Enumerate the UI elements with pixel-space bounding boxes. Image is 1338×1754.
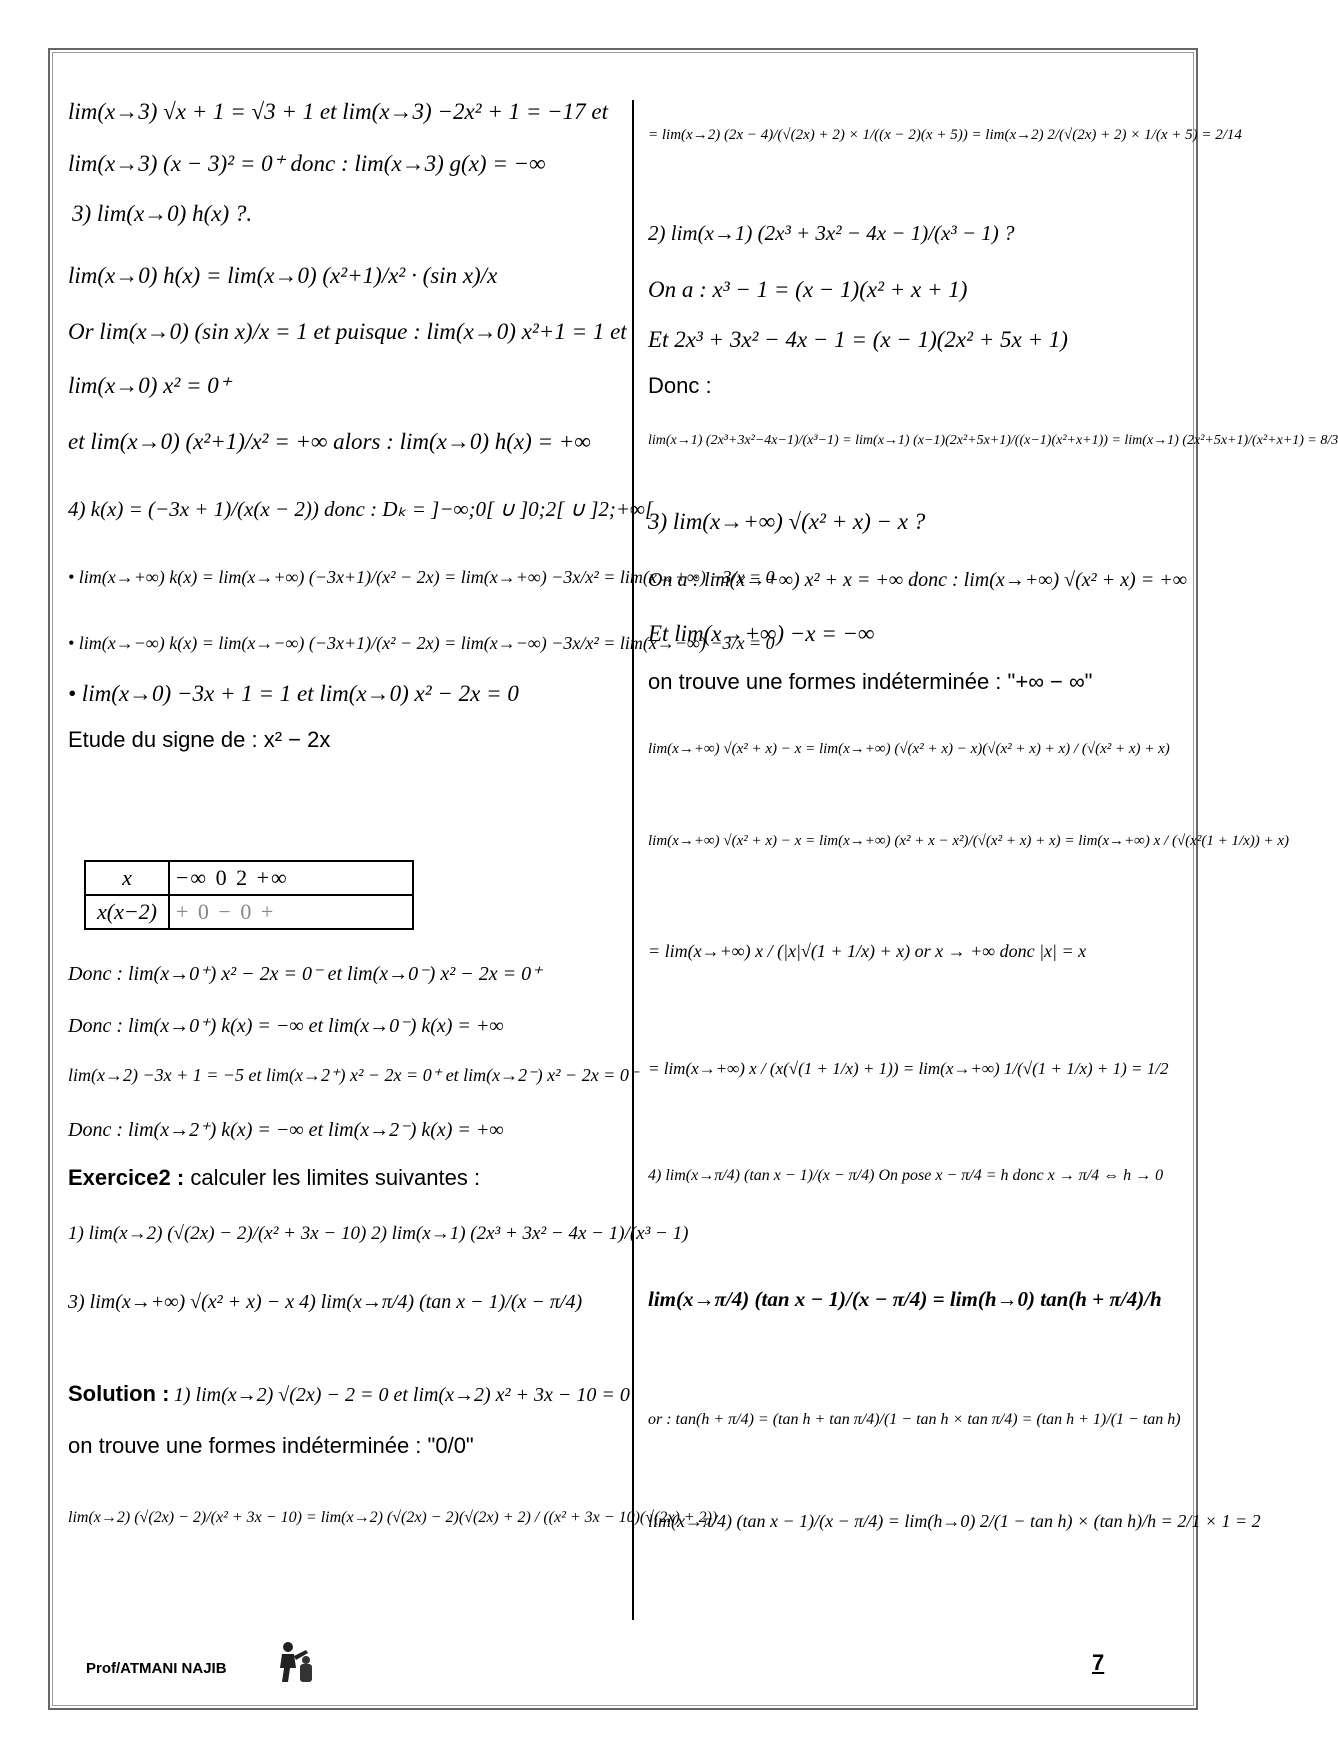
right-line-12: lim(x→+∞) √(x² + x) − x = lim(x→+∞) (x² + x − x²)/(√(x² + x) + x) = lim(x→+∞) x / (√(x²(1 + 1/x)) + x): [648, 833, 1290, 849]
right-line-14: = lim(x→+∞) x / (x(√(1 + 1/x) + 1)) = lim(x→+∞) 1/(√(1 + 1/x) + 1) = 1/2: [648, 1059, 1169, 1078]
right-line-16: lim(x→π/4) (tan x − 1)/(x − π/4) = lim(h→0) tan(h + π/4)/h: [648, 1287, 1162, 1311]
right-line-8: On a : lim(x→+∞) x² + x = +∞ donc : lim(x→+∞) √(x² + x) = +∞: [648, 569, 1187, 591]
exercise-items-1: 1) lim(x→2) (√(2x) − 2)/(x² + 3x − 10) 2) lim(x→1) (2x³ + 3x² − 4x − 1)/(x³ − 1): [68, 1223, 689, 1244]
page-number: 7: [1092, 1650, 1105, 1675]
exercise-heading: [68, 1164, 480, 1192]
sign-table: [84, 860, 414, 930]
right-line-3: On a : x³ − 1 = (x − 1)(x² + x + 1): [648, 277, 968, 302]
sign-table-header-row: [85, 861, 413, 895]
column-divider: [632, 100, 634, 1620]
right-line-11: lim(x→+∞) √(x² + x) − x = lim(x→+∞) (√(x² + x) − x)(√(x² + x) + x) / (√(x² + x) + x): [648, 741, 1170, 757]
left-line-3: 3) lim(x→0) h(x) ?.: [72, 201, 253, 226]
left-line-5: Or lim(x→0) (sin x)/x = 1 et puisque : lim(x→0) x²+1 = 1 et: [68, 319, 627, 344]
left-line-14: Donc : lim(x→0⁺) k(x) = −∞ et lim(x→0⁻) k(x) = +∞: [68, 1015, 504, 1037]
exercise-items-2: 3) lim(x→+∞) √(x² + x) − x 4) lim(x→π/4) (tan x − 1)/(x − π/4): [68, 1291, 583, 1313]
solution-line-1: 1) lim(x→2) √(2x) − 2 = 0 et lim(x→2) x² + 3x − 10 = 0: [173, 1384, 630, 1406]
right-line-4: Et 2x³ + 3x² − 4x − 1 = (x − 1)(2x² + 5x + 1): [648, 327, 1068, 352]
exercise-label: Exercice2 :: [68, 1165, 185, 1190]
left-line-10: • lim(x→−∞) k(x) = lim(x→−∞) (−3x+1)/(x² − 2x) = lim(x→−∞) −3x/x² = lim(x→−∞) −3/x = 0: [68, 633, 775, 653]
right-line-15: 4) lim(x→π/4) (tan x − 1)/(x − π/4) On pose x − π/4 = h donc x → π/4 ⇔ h → 0: [648, 1167, 1164, 1184]
left-line-12: Etude du signe de : x² − 2x: [68, 727, 331, 752]
left-line-4: lim(x→0) h(x) = lim(x→0) (x²+1)/x² · (sin x)/x: [68, 263, 498, 288]
left-line-11: • lim(x→0) −3x + 1 = 1 et lim(x→0) x² − 2x = 0: [68, 681, 519, 706]
left-line-16: Donc : lim(x→2⁺) k(x) = −∞ et lim(x→2⁻) k(x) = +∞: [68, 1119, 504, 1141]
solution-label: Solution :: [68, 1381, 170, 1406]
right-line-1: = lim(x→2) (2x − 4)/(√(2x) + 2) × 1/((x − 2)(x + 5)) = lim(x→2) 2/(√(2x) + 2) × 1/(x + 5) = 2/14: [648, 127, 1242, 143]
left-line-6: lim(x→0) x² = 0⁺: [68, 373, 231, 398]
left-line-15: lim(x→2) −3x + 1 = −5 et lim(x→2⁺) x² − 2x = 0⁺ et lim(x→2⁻) x² − 2x = 0⁻: [68, 1065, 639, 1085]
sign-table-signs: + 0 − 0 +: [169, 895, 413, 929]
sign-table-sign-row: [85, 895, 413, 929]
right-line-5: Donc :: [648, 373, 712, 398]
teacher-logo-icon: [276, 1640, 316, 1684]
left-line-9: • lim(x→+∞) k(x) = lim(x→+∞) (−3x+1)/(x² − 2x) = lim(x→+∞) −3x/x² = lim(x→+∞) −3/x = 0: [68, 567, 775, 587]
right-line-6: lim(x→1) (2x³+3x²−4x−1)/(x³−1) = lim(x→1) (x−1)(2x²+5x+1)/((x−1)(x²+x+1)) = lim(x→1) (2x²+5x+1)/(x²+x+1) = 8/3: [648, 433, 1338, 448]
left-line-7: et lim(x→0) (x²+1)/x² = +∞ alors : lim(x→0) h(x) = +∞: [68, 429, 591, 454]
exercise-instruction: calculer les limites suivantes :: [190, 1165, 481, 1190]
right-line-18: lim(x→π/4) (tan x − 1)/(x − π/4) = lim(h→0) 2/(1 − tan h) × (tan h)/h = 2/1 × 1 = 2: [648, 1511, 1261, 1531]
left-line-1: lim(x→3) √x + 1 = √3 + 1 et lim(x→3) −2x² + 1 = −17 et: [68, 99, 608, 124]
sign-table-values: −∞ 0 2 +∞: [169, 861, 413, 895]
footer-author: Prof/ATMANI NAJIB: [86, 1660, 227, 1677]
sign-table-var: x: [85, 861, 169, 895]
left-line-13: Donc : lim(x→0⁺) x² − 2x = 0⁻ et lim(x→0⁻) x² − 2x = 0⁺: [68, 963, 542, 985]
sign-table-expr: x(x−2): [85, 895, 169, 929]
solution-heading: [68, 1380, 630, 1408]
left-line-indeterminate: on trouve une formes indéterminée : "0/0": [68, 1433, 474, 1458]
right-line-9: Et lim(x→+∞) −x = −∞: [648, 621, 875, 646]
right-line-17: or : tan(h + π/4) = (tan h + tan π/4)/(1 − tan h × tan π/4) = (tan h + 1)/(1 − tan h): [648, 1411, 1181, 1428]
left-line-last: lim(x→2) (√(2x) − 2)/(x² + 3x − 10) = lim(x→2) (√(2x) − 2)(√(2x) + 2) / ((x² + 3x − 10)(√(2x) + 2)): [68, 1509, 718, 1526]
left-line-8: 4) k(x) = (−3x + 1)/(x(x − 2)) donc : Dₖ = ]−∞;0[ ∪ ]0;2[ ∪ ]2;+∞[: [68, 497, 654, 521]
right-line-13: = lim(x→+∞) x / (|x|√(1 + 1/x) + x) or x → +∞ donc |x| = x: [648, 941, 1087, 961]
right-line-7: 3) lim(x→+∞) √(x² + x) − x ?: [648, 509, 926, 534]
right-line-10: on trouve une formes indéterminée : "+∞ − ∞": [648, 669, 1093, 694]
left-line-2: lim(x→3) (x − 3)² = 0⁺ donc : lim(x→3) g(x) = −∞: [68, 151, 546, 176]
right-line-2: 2) lim(x→1) (2x³ + 3x² − 4x − 1)/(x³ − 1) ?: [648, 221, 1015, 245]
